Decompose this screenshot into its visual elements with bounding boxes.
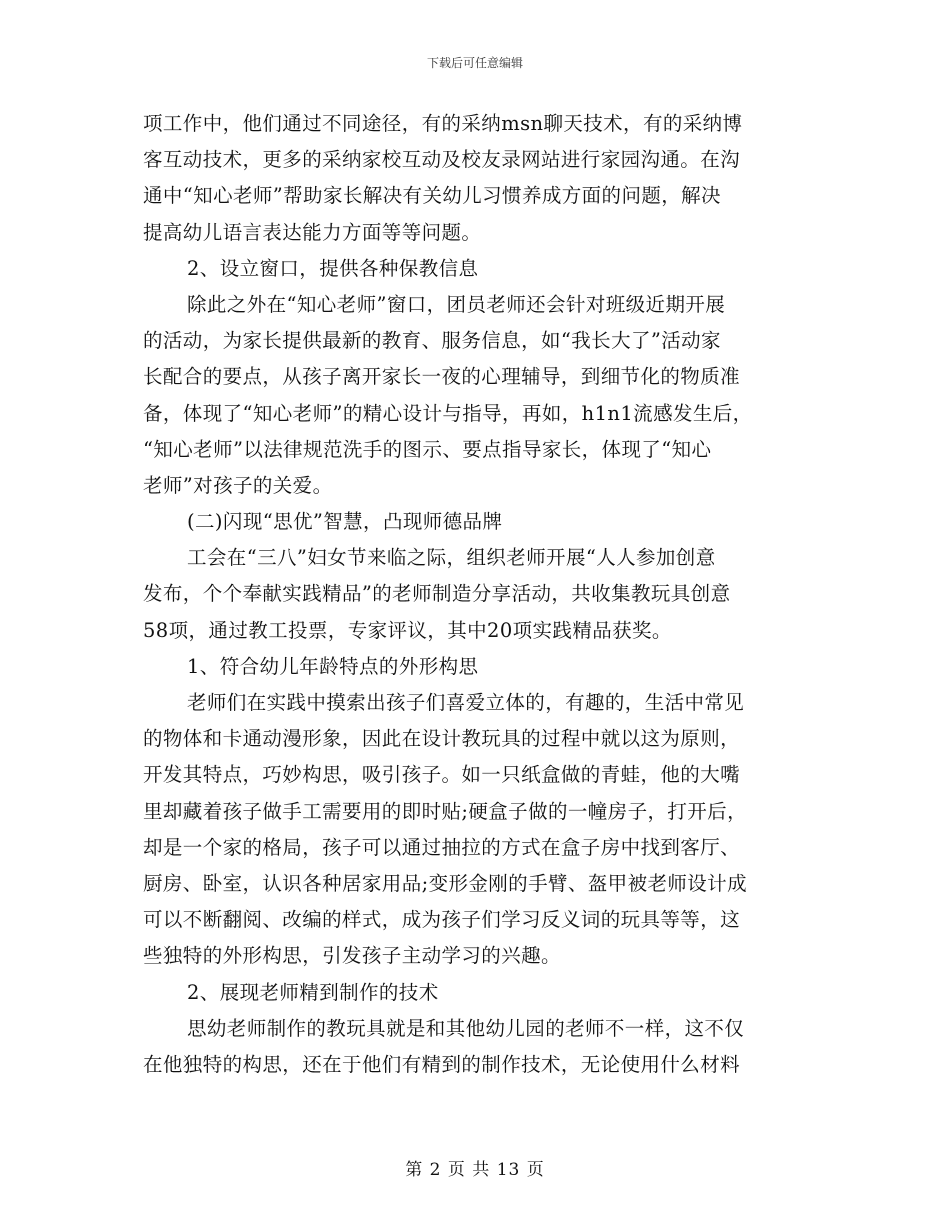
text-line: 通中“知心老师”帮助家长解决有关幼儿习惯养成方面的问题，解决 xyxy=(143,184,721,208)
paragraph-start: 工会在“三八”妇女节来临之际，组织老师开展“人人参加创意 xyxy=(187,546,716,570)
page-header: 下载后可任意编辑 xyxy=(426,56,523,70)
text-line: 提高幼儿语言表达能力方面等等问题。 xyxy=(143,220,482,244)
text-line: 开发其特点，巧妙构思，吸引孩子。如一只纸盒做的青蛙，他的大嘴 xyxy=(143,763,741,787)
text-line: 58项，通过教工投票，专家评议，其中20项实践精品获奖。 xyxy=(143,618,672,642)
text-line: 却是一个家的格局，孩子可以通过抽拉的方式在盒子房中找到客厅、 xyxy=(143,835,741,859)
paragraph-start: 除此之外在“知心老师”窗口，团员老师还会针对班级近期开展 xyxy=(187,292,726,316)
text-line: 厨房、卧室，认识各种居家用品;变形金刚的手臂、盔甲被老师设计成 xyxy=(143,871,747,895)
text-line: 备，体现了“知心老师”的精心设计与指导，再如，h1n1流感发生后， xyxy=(143,401,753,425)
page-footer: 第 2 页 共 13 页 xyxy=(405,1160,545,1180)
section-heading: (二)闪现“思优”智慧，凸现师德品牌 xyxy=(187,510,503,534)
text-line: 里却藏着孩子做手工需要用的即时贴;硬盒子做的一幢房子，打开后， xyxy=(143,799,747,823)
text-line: 客互动技术，更多的采纳家校互动及校友录网站进行家园沟通。在沟 xyxy=(143,148,741,172)
paragraph-start: 老师们在实践中摸索出孩子们喜爱立体的，有趣的，生活中常见 xyxy=(187,691,745,714)
document-body xyxy=(143,106,823,1083)
text-line: 发布，个个奉献实践精品”的老师制造分享活动，共收集教玩具创意 xyxy=(143,582,731,606)
text-line: 的活动，为家长提供最新的教育、服务信息，如“我长大了”活动家 xyxy=(143,329,721,353)
text-line: 的物体和卡通动漫形象，因此在设计教玩具的过程中就以这为原则， xyxy=(143,727,741,751)
text-line: 长配合的要点，从孩子离开家长一夜的心理辅导，到细节化的物质准 xyxy=(143,365,741,389)
section-heading: 2、设立窗口，提供各种保教信息 xyxy=(187,256,479,280)
text-line: 些独特的外形构思，引发孩子主动学习的兴趣。 xyxy=(143,944,561,968)
text-line: 在他独特的构思，还在于他们有精到的制作技术，无论使用什么材料 xyxy=(143,1052,741,1076)
text-line: 老师”对孩子的关爱。 xyxy=(143,473,333,497)
section-heading: 1、符合幼儿年龄特点的外形构思 xyxy=(187,654,479,678)
text-line: 项工作中，他们通过不同途径，有的采纳msn聊天技术，有的采纳博 xyxy=(143,112,743,135)
section-heading: 2、展现老师精到制作的技术 xyxy=(187,980,439,1004)
paragraph-start: 思幼老师制作的教玩具就是和其他幼儿园的老师不一样，这不仅 xyxy=(187,1016,745,1040)
text-line: 可以不断翻阅、改编的样式，成为孩子们学习反义词的玩具等等，这 xyxy=(143,908,741,932)
text-line: “知心老师”以法律规范洗手的图示、要点指导家长，体现了“知心 xyxy=(143,437,712,461)
